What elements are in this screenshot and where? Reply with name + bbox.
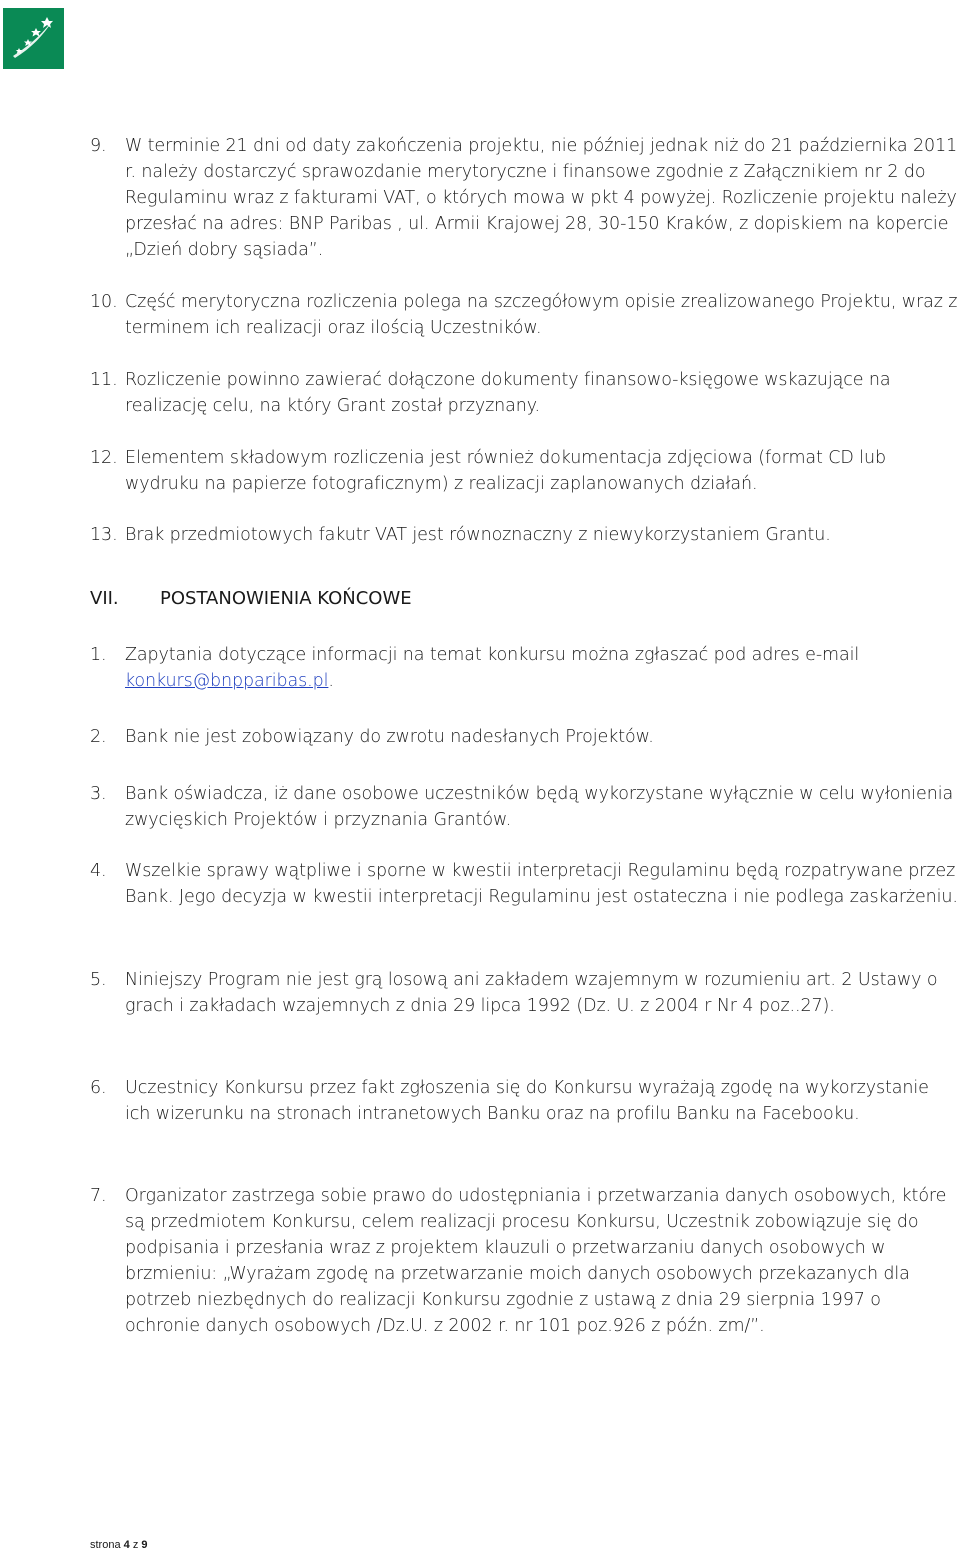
item-number: 9.	[90, 136, 107, 156]
bnp-paribas-logo	[3, 8, 64, 69]
stars-icon	[3, 8, 64, 69]
list-item-b2	[90, 724, 958, 750]
item-text: Elementem składowym rozliczenia jest również dokumentacja zdjęciowa (format CD lub wydruku na papierze fotograficznym) z realizacji zaplanowanych działań.	[125, 448, 886, 494]
list-item-b3	[90, 781, 958, 833]
list-item-10	[90, 289, 958, 341]
item-text: Brak przedmiotowych fakutr VAT jest równoznaczny z niewykorzystaniem Grantu.	[125, 525, 831, 545]
item-number: 11.	[90, 370, 118, 390]
item-number: 13.	[90, 525, 118, 545]
item-number: 7.	[90, 1186, 107, 1206]
item-number: 6.	[90, 1078, 107, 1098]
item-text: Niniejszy Program nie jest grą losową ani zakładem wzajemnym w rozumieniu art. 2 Ustawy o grach i zakładach wzajemnych z dnia 29 lipca 1992 (Dz. U. z 2004 r Nr 4 poz..27).	[125, 970, 938, 1016]
list-item-b7	[90, 1183, 958, 1339]
item-number: 5.	[90, 970, 107, 990]
item-text-end: .	[328, 671, 334, 691]
list-item-11	[90, 367, 958, 419]
footer-page: 4	[123, 1539, 130, 1551]
item-text-main: Zapytania dotyczące informacji na temat konkursu można zgłaszać pod adres e-mail	[125, 645, 860, 665]
list-item-b5	[90, 967, 958, 1019]
item-number: 4.	[90, 861, 107, 881]
footer-total: 9	[141, 1539, 148, 1551]
footer-prefix: strona	[90, 1539, 124, 1551]
item-text: Część merytoryczna rozliczenia polega na szczegółowym opisie zrealizowanego Projektu, wraz z terminem ich realizacji oraz ilością Uczestników.	[125, 292, 958, 338]
item-number: 1.	[90, 645, 107, 665]
item-text: Organizator zastrzega sobie prawo do udostępniania i przetwarzania danych osobowych, które są przedmiotem Konkursu, celem realizacji procesu Konkursu, Uczestnik zobowiązuje się do podpisania i przesłania wraz z projektem klauzuli o przetwarzaniu danych osobowych w brzmieniu: „Wyrażam zgodę na przetwarzanie moich danych osobowych przekazanych dla potrzeb niezbędnych do realizacji Konkursu zgodnie z ustawą z dnia 29 sierpnia 1997 o ochronie danych osobowych /Dz.U. z 2002 r. nr 101 poz.926 z późn. zm/”.	[125, 1186, 947, 1336]
item-text: Uczestnicy Konkursu przez fakt zgłoszenia się do Konkursu wyrażają zgodę na wykorzystanie ich wizerunku na stronach intranetowych Banku oraz na profilu Banku na Facebooku.	[125, 1078, 929, 1124]
footer-mid: z	[129, 1539, 142, 1551]
item-text: Bank nie jest zobowiązany do zwrotu nadesłanych Projektów.	[125, 727, 654, 747]
section-title: POSTANOWIENIA KOŃCOWE	[160, 588, 412, 609]
item-text: Wszelkie sprawy wątpliwe i sporne w kwestii interpretacji Regulaminu będą rozpatrywane przez Bank. Jego decyzja w kwestii interpretacji Regulaminu jest ostateczna i nie podlega zaskarżeniu.	[125, 861, 958, 907]
list-item-b4	[90, 858, 958, 910]
item-number: 12.	[90, 448, 118, 468]
item-number: 3.	[90, 784, 107, 804]
item-number: 10.	[90, 292, 118, 312]
item-text: W terminie 21 dni od daty zakończenia projektu, nie później jednak niż do 21 października 2011 r. należy dostarczyć sprawozdanie merytoryczne i finansowe zgodnie z Załącznikiem nr 2 do Regulaminu wraz z fakturami VAT, o których mowa w pkt 4 powyżej. Rozliczenie projektu należy przesłać na adres: BNP Paribas , ul. Armii Krajowej 28, 30-150 Kraków, z dopiskiem na kopercie „Dzień dobry sąsiada”.	[125, 136, 958, 260]
item-text: Rozliczenie powinno zawierać dołączone dokumenty finansowo-księgowe wskazujące na realizację celu, na który Grant został przyznany.	[125, 370, 891, 416]
list-item-13	[90, 522, 958, 548]
item-text: Bank oświadcza, iż dane osobowe uczestników będą wykorzystane wyłącznie w celu wyłonienia zwycięskich Projektów i przyznania Grantów.	[125, 784, 954, 830]
list-item-b6	[90, 1075, 958, 1127]
list-item-12	[90, 445, 958, 497]
list-item-b1	[90, 642, 958, 694]
list-item-9	[90, 133, 958, 263]
page-footer	[90, 1538, 148, 1552]
email-link[interactable]: konkurs@bnpparibas.pl	[125, 671, 329, 691]
item-text	[125, 642, 958, 694]
item-number: 2.	[90, 727, 107, 747]
section-number: VII.	[90, 588, 119, 609]
